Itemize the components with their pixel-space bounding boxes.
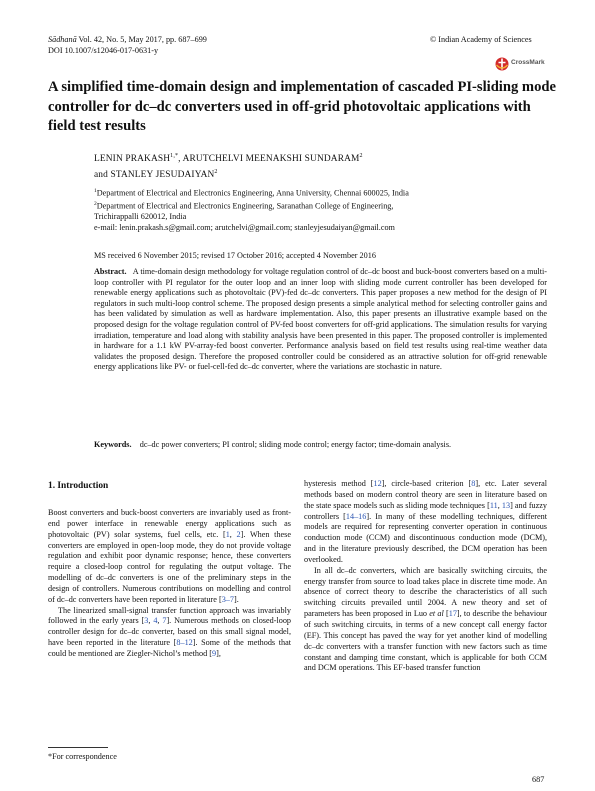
citation-link[interactable]: 8: [471, 479, 476, 488]
section-heading: 1. Introduction: [48, 481, 109, 491]
page-number: 687: [532, 775, 545, 784]
citation-link[interactable]: 7: [162, 616, 167, 626]
journal-citation: [48, 34, 207, 45]
author-2-sup: 2: [359, 153, 363, 159]
citation-link[interactable]: 17: [448, 609, 457, 619]
copyright: © Indian Academy of Sciences: [430, 35, 532, 44]
citation-link[interactable]: 14–16: [345, 511, 367, 521]
citation-link[interactable]: 8–12: [176, 638, 193, 648]
author-2: , ARUTCHELVI MEENAKSHI SUNDARAM: [178, 154, 360, 165]
citation-link[interactable]: 3–7: [221, 594, 234, 604]
paragraph: Boost converters and buck-boost converters are invariably used as front-end power interface in renewable energy applications such as photovoltaic (PV) solar systems, fuel cells, etc. [1, 2]. When these converters are employed in open-loop mode, they do not provide voltage regulation and exhibit poor dynamic response; hence, these converters require a closed-loop control for regulating the output voltage. The modelling of dc–dc converters is one of the preliminary steps in the design of controllers. Numerous contributions on modelling and control of dc–dc converters have been reported in literature [3–7].: [48, 508, 292, 604]
author-3-sup: 2: [214, 169, 218, 176]
citation-link[interactable]: 11: [489, 500, 498, 510]
citation-link[interactable]: 2: [236, 529, 241, 539]
keywords-text: dc–dc power converters; PI control; sliding mode control; energy factor; time-domain analysis.: [139, 440, 452, 449]
column-right: [304, 479, 547, 674]
crossmark-badge[interactable]: [495, 56, 555, 72]
crossmark-icon: [495, 56, 509, 72]
citation-link[interactable]: 3: [144, 616, 149, 626]
citation-link[interactable]: 9: [212, 648, 217, 658]
journal-name: Sādhanā: [48, 35, 77, 44]
author-list: [94, 150, 564, 182]
abstract: [94, 267, 547, 373]
affil-1-sup: 1: [94, 188, 97, 194]
paragraph: In all dc–dc converters, which are basically switching circuits, the energy transfer from source to load takes place in discrete time mode. An absence of correct theory to describe the characteristics of all such switching circuits prevailed until 2004. A new theory and set of parameters has been proposed in Luo et al [17], to describe the behaviour of such switching circuits, in terms of a new concept call energy factor (EF). This concept has paved the way for yet another kind of modelling dc–dc converters with a transfer function with new factors such as time constant and damping time constant, which is applicable for both CCM and DCM operations. This EF-based transfer function: [304, 565, 548, 673]
footnote-rule: [48, 747, 108, 748]
affil-2-cont: Trichirappalli 620012, India: [94, 212, 187, 222]
author-3: and STANLEY JESUDAIYAN: [94, 170, 215, 181]
footnote: *For correspondence: [48, 752, 117, 761]
doi[interactable]: DOI 10.1007/s12046-017-0631-y: [48, 46, 159, 55]
paragraph: The linearized small-signal transfer function approach was invariably followed in the early years [3, 4, 7]. Numerous methods on closed-loop controller design for dc–dc converter, based on this small signal model, have been reported in the literature [8–12]. Some of the methods that could be mentioned are Ziegler-Nichol’s method [9],: [48, 605, 292, 658]
citation-link[interactable]: 13: [501, 500, 511, 510]
email-line[interactable]: e-mail: lenin.prakash.s@gmail.com; arutchelvi@gmail.com; stanleyjesudaiyan@gmail.com: [94, 223, 395, 233]
affiliations: [94, 186, 564, 233]
keywords: [94, 439, 547, 450]
affil-2: Department of Electrical and Electronics Engineering, Saranathan College of Engineering,: [96, 201, 394, 211]
received-dates: MS received 6 November 2015; revised 17 October 2016; accepted 4 November 2016: [94, 251, 376, 260]
journal-volume: Vol. 42, No. 5, May 2017, pp. 687–699: [76, 35, 207, 44]
citation-link[interactable]: 1: [225, 529, 230, 539]
keywords-label: Keywords.: [94, 440, 132, 449]
paragraph: hysteresis method [12], circle-based criterion [8], etc. Later several methods based on modern control theory are seen in literature based on the state space models such as sliding mode techniques [11, 13] and fuzzy controllers [14–16]. In many of these modelling techniques, different models are required for representing converter operation in continuous conduction mode (CCM) and discontinuous conduction mode (DCM), and in the literature previously described, the DCM operation has been overlooked.: [304, 479, 548, 564]
abstract-label: Abstract.: [94, 267, 127, 276]
author-1: LENIN PRAKASH: [94, 154, 171, 165]
citation-link[interactable]: 4: [153, 616, 158, 626]
crossmark-label: CrossMark: [511, 59, 545, 66]
abstract-text: A time-domain design methodology for voltage regulation control of dc–dc boost and buck-boost converters based on a multi-loop controller with PI regulator for the outer loop and an inner loop with sliding mode current controller has been developed for renewable energy applications such as photovoltaic (PV)-fed dc–dc converters. This paper proposes a new method for the design of PI regulators in such multi-loop control scheme. The proposed design presents a simple analytical method for selecting controller gains and has been validated by simulation as well as hardware implementation. Also, this paper presents an illustrative example based on the proposed design for the voltage regulation control of PV-fed boost converters for off-grid applications. The simulation results for varying irradiation, temperature and load along with stability analysis have been presented in this paper. The proposed controller is implemented in hardware for a 1.1 kW PV-array-fed boost converter. Performance analysis based on field test results using real-time weather data validates the proposed design. Therefore the proposed controller could be considered as an attractive solution for off-grid renewable energy applications like PV- or fuel-cell-fed dc–dc converter, where the variations are stochastic in nature.: [94, 267, 548, 372]
affil-2-sup: 2: [94, 200, 97, 207]
author-1-sup: 1,*: [170, 153, 179, 159]
affil-1: Department of Electrical and Electronics Engineering, Anna University, Chennai 600025, India: [96, 188, 409, 198]
column-left: [48, 508, 291, 660]
paper-title: A simplified time-domain design and implementation of cascaded PI-sliding mode controller for dc–dc converters used in off-grid photovoltaic applications with field test results: [48, 79, 556, 134]
citation-link[interactable]: 12: [373, 479, 382, 488]
